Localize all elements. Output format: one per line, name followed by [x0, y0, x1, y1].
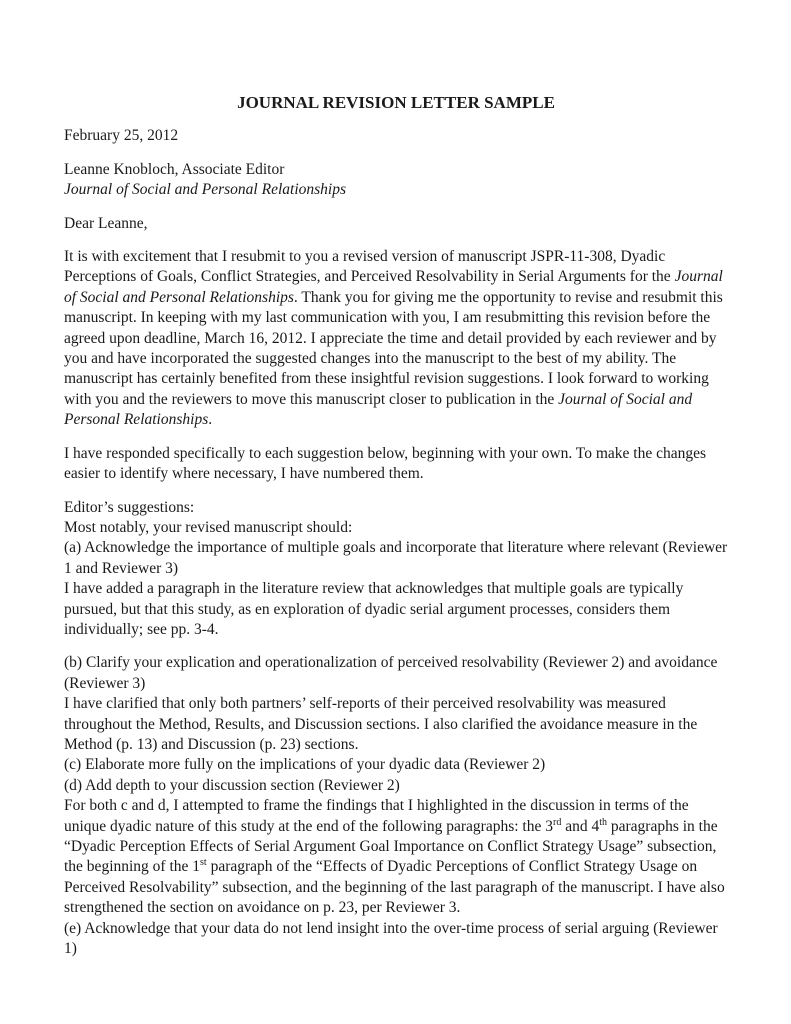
response-b	[64, 694, 728, 755]
date-line: February 25, 2012	[64, 127, 179, 145]
text-run: I have clarified that only both partners’ self-reports of their perceived resolvability was measured throughout the Method, Results, and Discussion sections. I also clarified the avoidance measure in the Method (p. 13) and Discussion (p. 23) sections.	[64, 695, 698, 753]
text-run: paragraph of the “Effects of Dyadic Perceptions of Conflict Strategy Usage on Perceived Resolvability” subsection, and the beginning of the last paragraph of the manuscript. I have also strengthened the section on avoidance on p. 23, per Reviewer 3.	[64, 858, 725, 917]
response-overview-paragraph	[64, 444, 728, 485]
text-run: paragraphs in the “Dyadic Perception Effects of Serial Argument Goal Importance on Conflict Strategy Usage” subsection, the beginning of the 1	[64, 817, 718, 876]
text-run: Editor’s suggestions:	[64, 498, 195, 516]
text-run: (c) Elaborate more fully on the implications of your dyadic data (Reviewer 2)	[64, 756, 546, 774]
text-run: and 4	[561, 817, 600, 835]
suggestion-d	[64, 776, 728, 796]
editor-suggestions-heading	[64, 498, 728, 518]
salutation: Dear Leanne,	[64, 214, 148, 232]
response-c-d	[64, 796, 728, 918]
suggestion-a	[64, 538, 728, 579]
suggestions-b-to-e-block	[64, 653, 728, 959]
italic-text-run: Journal of Social and Personal Relationships	[64, 390, 693, 429]
recipient-block	[64, 160, 728, 201]
text-run: For both c and d, I attempted to frame the findings that I highlighted in the discussion in terms of the unique dyadic nature of this study at the end of the following paragraphs: the 3	[64, 797, 689, 835]
editor-suggestions-intro	[64, 518, 728, 538]
ordinal-superscript: th	[599, 816, 607, 828]
editor-suggestions-block	[64, 498, 728, 641]
opening-paragraph	[64, 247, 728, 431]
suggestion-c	[64, 755, 728, 775]
letter-body	[64, 247, 728, 959]
text-run: I have responded specifically to each suggestion below, beginning with your own. To make the changes easier to identify where necessary, I have numbered them.	[64, 444, 706, 483]
italic-text-run: Journal of Social and Personal Relationships	[64, 268, 723, 306]
opening-paragraph-block	[64, 247, 728, 431]
text-run: (e) Acknowledge that your data do not lend insight into the over-time process of serial arguing (Reviewer 1)	[64, 919, 718, 958]
text-run: (a) Acknowledge the importance of multiple goals and incorporate that literature where relevant (Reviewer 1 and Reviewer 3)	[64, 539, 728, 577]
response-a	[64, 579, 728, 640]
text-run: It is with excitement that I resubmit to you a revised version of manuscript JSPR-11-308, Dyadic Perceptions of Goals, Conflict Strategies, and Perceived Resolvability in Serial Arguments for the	[64, 248, 675, 286]
text-run: (b) Clarify your explication and operationalization of perceived resolvability (Reviewer 2) and avoidance (Reviewer 3)	[64, 654, 718, 692]
suggestion-b	[64, 653, 728, 694]
recipient-journal: Journal of Social and Personal Relationships	[64, 181, 346, 199]
text-run: I have added a paragraph in the literature review that acknowledges that multiple goals are typically pursued, but that this study, as en exploration of dyadic serial argument processes, considers them individually; see pp. 3-4.	[64, 580, 684, 638]
ordinal-superscript: rd	[552, 816, 562, 828]
ordinal-superscript: st	[200, 857, 207, 869]
recipient-name: Leanne Knobloch, Associate Editor	[64, 160, 285, 178]
text-run: .	[208, 411, 213, 429]
text-run: (d) Add depth to your discussion section (Reviewer 2)	[64, 776, 400, 794]
response-overview-block	[64, 444, 728, 485]
page-title: JOURNAL REVISION LETTER SAMPLE	[237, 93, 555, 112]
text-run: . Thank you for giving me the opportunity to revise and resubmit this manuscript. In keeping with my last communication with you, I am resubmitting this revision before the agreed upon deadline, March 16, 2012. I appreciate the time and detail provided by each reviewer and by you and have incorporated the suggested changes into the manuscript to the best of my ability. The manuscript has certainly benefited from these insightful revision suggestions. I look forward to working with you and the reviewers to move this manuscript closer to publication in the	[64, 288, 723, 408]
suggestion-e	[64, 919, 728, 960]
text-run: Most notably, your revised manuscript should:	[64, 518, 353, 536]
